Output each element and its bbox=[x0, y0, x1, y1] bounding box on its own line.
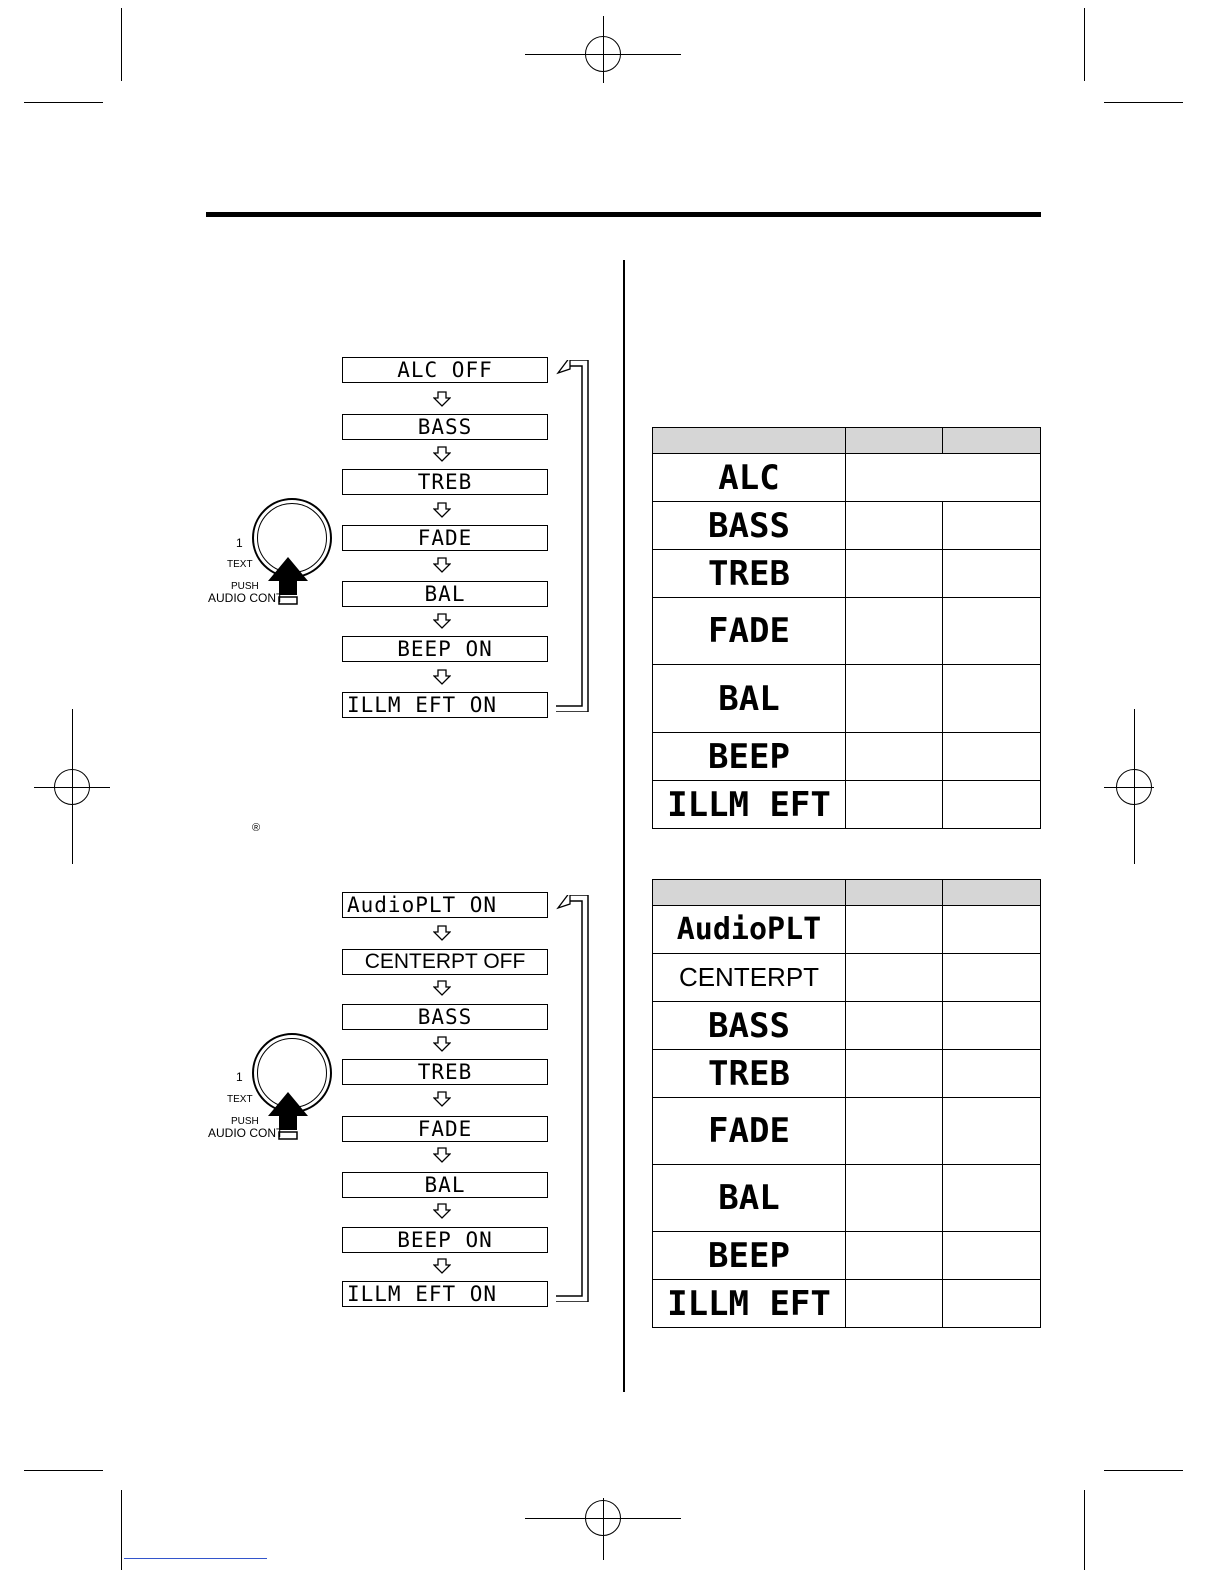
down-arrow-icon bbox=[433, 502, 451, 518]
lcd-display: FADE bbox=[342, 1116, 548, 1142]
lcd-display: BASS bbox=[342, 1004, 548, 1030]
header-rule bbox=[206, 212, 1041, 217]
table-item-label: TREB bbox=[653, 550, 846, 598]
knob-number: 1 bbox=[236, 1070, 243, 1084]
loop-arrow-icon bbox=[552, 360, 592, 712]
knob-audio-cont-label: AUDIO CONT bbox=[208, 1126, 284, 1140]
down-arrow-icon bbox=[433, 391, 451, 407]
table-row bbox=[653, 906, 1041, 954]
table-row bbox=[653, 454, 1041, 502]
lcd-display: TREB bbox=[342, 1059, 548, 1085]
table-item-label: TREB bbox=[653, 1050, 846, 1098]
lcd-display: CENTERPT OFF bbox=[342, 949, 548, 975]
table-row bbox=[653, 665, 1041, 733]
lcd-display: BASS bbox=[342, 414, 548, 440]
down-arrow-icon bbox=[433, 980, 451, 996]
table-header-row bbox=[653, 880, 1041, 906]
down-arrow-icon bbox=[433, 1258, 451, 1274]
registered-trademark-symbol: ® bbox=[252, 822, 261, 834]
table-item-label: BASS bbox=[653, 502, 846, 550]
knob-audio-cont-label: AUDIO CONT bbox=[208, 591, 284, 605]
down-arrow-icon bbox=[433, 557, 451, 573]
table-row bbox=[653, 781, 1041, 829]
table-row bbox=[653, 1280, 1041, 1328]
lcd-display: TREB bbox=[342, 469, 548, 495]
down-arrow-icon bbox=[433, 613, 451, 629]
table-item-label: FADE bbox=[653, 598, 846, 665]
table-item-label: BEEP bbox=[653, 1232, 846, 1280]
table-row bbox=[653, 1050, 1041, 1098]
table-row bbox=[653, 550, 1041, 598]
lcd-display: BEEP ON bbox=[342, 1227, 548, 1253]
table-row bbox=[653, 733, 1041, 781]
table-header-row bbox=[653, 428, 1041, 454]
table-item-label: AudioPLT bbox=[653, 906, 846, 954]
table-row bbox=[653, 598, 1041, 665]
down-arrow-icon bbox=[433, 1091, 451, 1107]
table-row bbox=[653, 1002, 1041, 1050]
knob-text-label: TEXT bbox=[227, 559, 253, 570]
lcd-display: AudioPLT ON bbox=[342, 892, 548, 918]
lcd-display: ILLM EFT ON bbox=[342, 692, 548, 718]
table-item-label: ILLM EFT bbox=[653, 1280, 846, 1328]
loop-arrow-icon bbox=[552, 895, 592, 1302]
table-row bbox=[653, 1232, 1041, 1280]
table-item-label: ALC bbox=[653, 454, 846, 502]
knob-number: 1 bbox=[236, 536, 243, 550]
table-row bbox=[653, 1098, 1041, 1165]
column-divider bbox=[623, 260, 625, 1392]
knob-push-label: PUSH bbox=[231, 1116, 259, 1127]
audio-settings-table-1 bbox=[652, 427, 1041, 829]
audio-settings-table-2 bbox=[652, 879, 1041, 1328]
table-item-label: FADE bbox=[653, 1098, 846, 1165]
table-row bbox=[653, 502, 1041, 550]
lcd-display: FADE bbox=[342, 525, 548, 551]
table-item-label: BAL bbox=[653, 665, 846, 733]
table-row bbox=[653, 954, 1041, 1002]
knob-text-label: TEXT bbox=[227, 1094, 253, 1105]
down-arrow-icon bbox=[433, 669, 451, 685]
table-item-label: CENTERPT bbox=[653, 954, 846, 1002]
table-item-label: BASS bbox=[653, 1002, 846, 1050]
down-arrow-icon bbox=[433, 1036, 451, 1052]
lcd-display: BEEP ON bbox=[342, 636, 548, 662]
lcd-display: ALC OFF bbox=[342, 357, 548, 383]
table-row bbox=[653, 1165, 1041, 1232]
down-arrow-icon bbox=[433, 1147, 451, 1163]
down-arrow-icon bbox=[433, 925, 451, 941]
knob-push-label: PUSH bbox=[231, 581, 259, 592]
table-item-label: BEEP bbox=[653, 733, 846, 781]
down-arrow-icon bbox=[433, 446, 451, 462]
table-item-label: ILLM EFT bbox=[653, 781, 846, 829]
table-item-label: BAL bbox=[653, 1165, 846, 1232]
lcd-display: BAL bbox=[342, 1172, 548, 1198]
lcd-display: BAL bbox=[342, 581, 548, 607]
lcd-display: ILLM EFT ON bbox=[342, 1281, 548, 1307]
down-arrow-icon bbox=[433, 1203, 451, 1219]
